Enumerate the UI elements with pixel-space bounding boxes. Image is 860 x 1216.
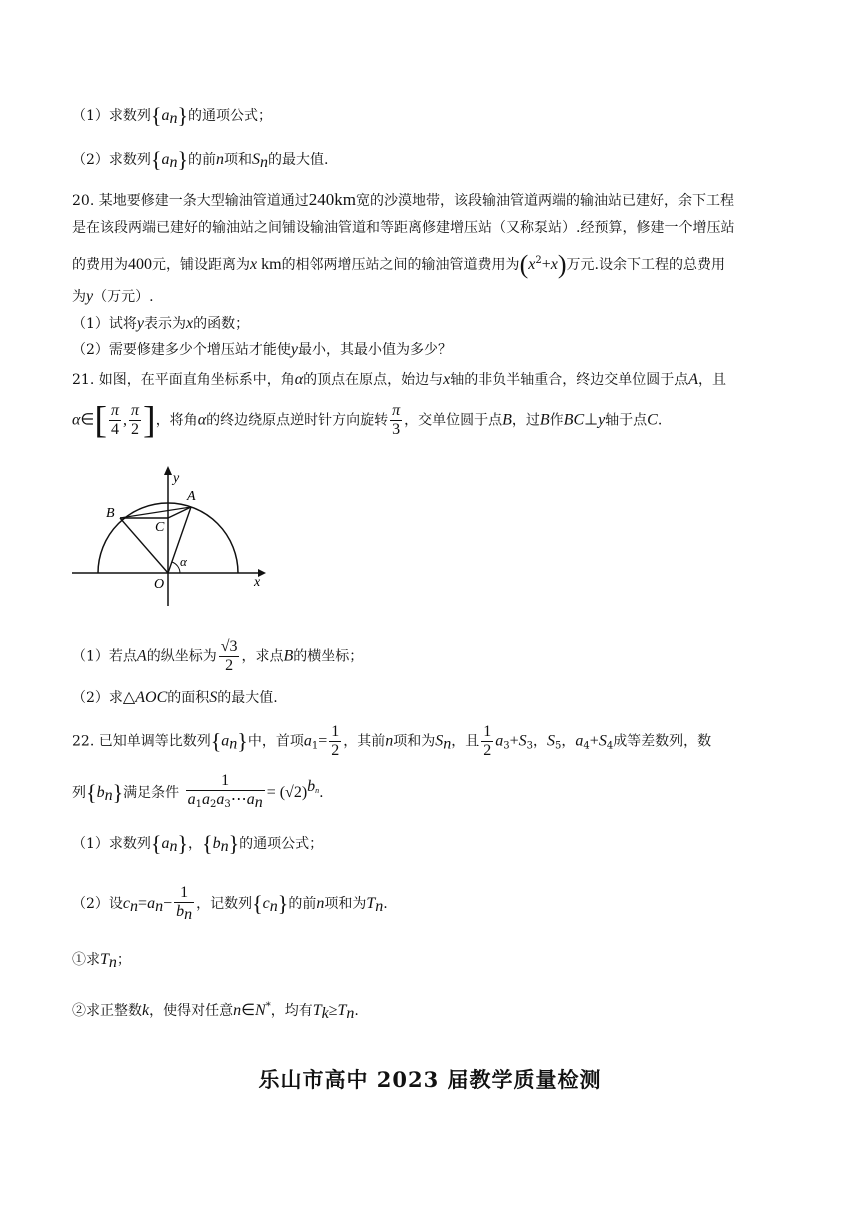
label-x: x <box>254 575 261 590</box>
q21-line2: α∈[ $\frac{\pi}{4}$ , $\frac{\pi}{2}$ ]，将角α的终边绕原点逆时针方向旋转 $\frac{\pi}{3}$ ，交单位圆于点B，过B作BC⊥y轴于点C. <box>72 399 663 442</box>
q21-line1: 21. 如图，在平面直角坐标系中，角α的顶点在原点，始边与x轴的非负半轴重合，终边交单位圆于点A，且 <box>72 371 727 388</box>
angle-alpha-arc <box>172 562 180 573</box>
q21-part2: （2）求△AOC的面积S的最大值. <box>72 689 278 706</box>
q20-part2: （2）需要修建多少个增压站才能使y最小，其最小值为多少？ <box>72 341 453 358</box>
q22-part1: （1）求数列$\{a_n\}$，$\{b_n\}$的通项公式； <box>72 831 324 856</box>
y-axis-arrow <box>164 466 172 475</box>
q20-line4: 为y（万元）. <box>72 288 154 305</box>
q20-line1: 20. 某地要修建一条大型输油管道通过240km宽的沙漠地带，该段输油管道两端的输油站已建好，余下工程 <box>72 190 734 209</box>
q19-part2: （2）求数列$\{a_n\}$的前n项和$S_n$的最大值. <box>72 147 329 172</box>
q22-sub2: ②求正整数k，使得对任意n∈N*，均有$T_k\ge T_n$. <box>72 1001 359 1022</box>
q22-line1: 22. 已知单调等比数列$\{a_n\}$中，首项$a_1=$ $\frac{1}{2}$ ，其前n项和为$S_n$，且 $\frac{1}{2}$ $a_3+S_3$，$S_5$，$a_4+S_4$成等差数列，数 <box>72 723 712 759</box>
unit-circle-figure <box>70 462 270 612</box>
next-exam-title: 乐山市高中 2023 届教学质量检测 <box>258 1067 602 1092</box>
label-O: O <box>154 577 165 592</box>
label-y: y <box>173 471 180 486</box>
label-alpha: α <box>180 554 187 569</box>
q22-sub1: ①求$T_n$； <box>72 951 131 971</box>
label-C: C <box>155 520 165 535</box>
label-A: A <box>187 489 196 504</box>
q22-part2: （2）设$c_n=a_n-$ $\frac{1}{b_n}$ ，记数列$\{c_n\}$的前n项和为$T_n$. <box>72 884 388 923</box>
q22-line2: 列$\{b_n\}$满足条件 $\frac{1}{a_1a_2a_3\cdots a_n}$ = $(√2)^b_n$. <box>72 772 324 811</box>
q20-part1: （1）试将y表示为x的函数； <box>72 315 250 332</box>
q21-part1: （1）若点A的纵坐标为 $\frac{√3}{2}$ ，求点B的横坐标； <box>72 638 364 674</box>
label-B: B <box>106 506 115 521</box>
q20-line2: 是在该段两端已建好的输油站之间铺设输油管道和等距离修建增压站（又称泵站）.经预算，修建一个增压站 <box>72 220 735 236</box>
q19-part1: （1）求数列$\{a_n\}$的通项公式； <box>72 103 273 128</box>
q20-line3: 的费用为400元，铺设距离为x km的相邻两增压站之间的输油管道费用为$(x^2+x)$万元.设余下工程的总费用 <box>72 250 725 279</box>
